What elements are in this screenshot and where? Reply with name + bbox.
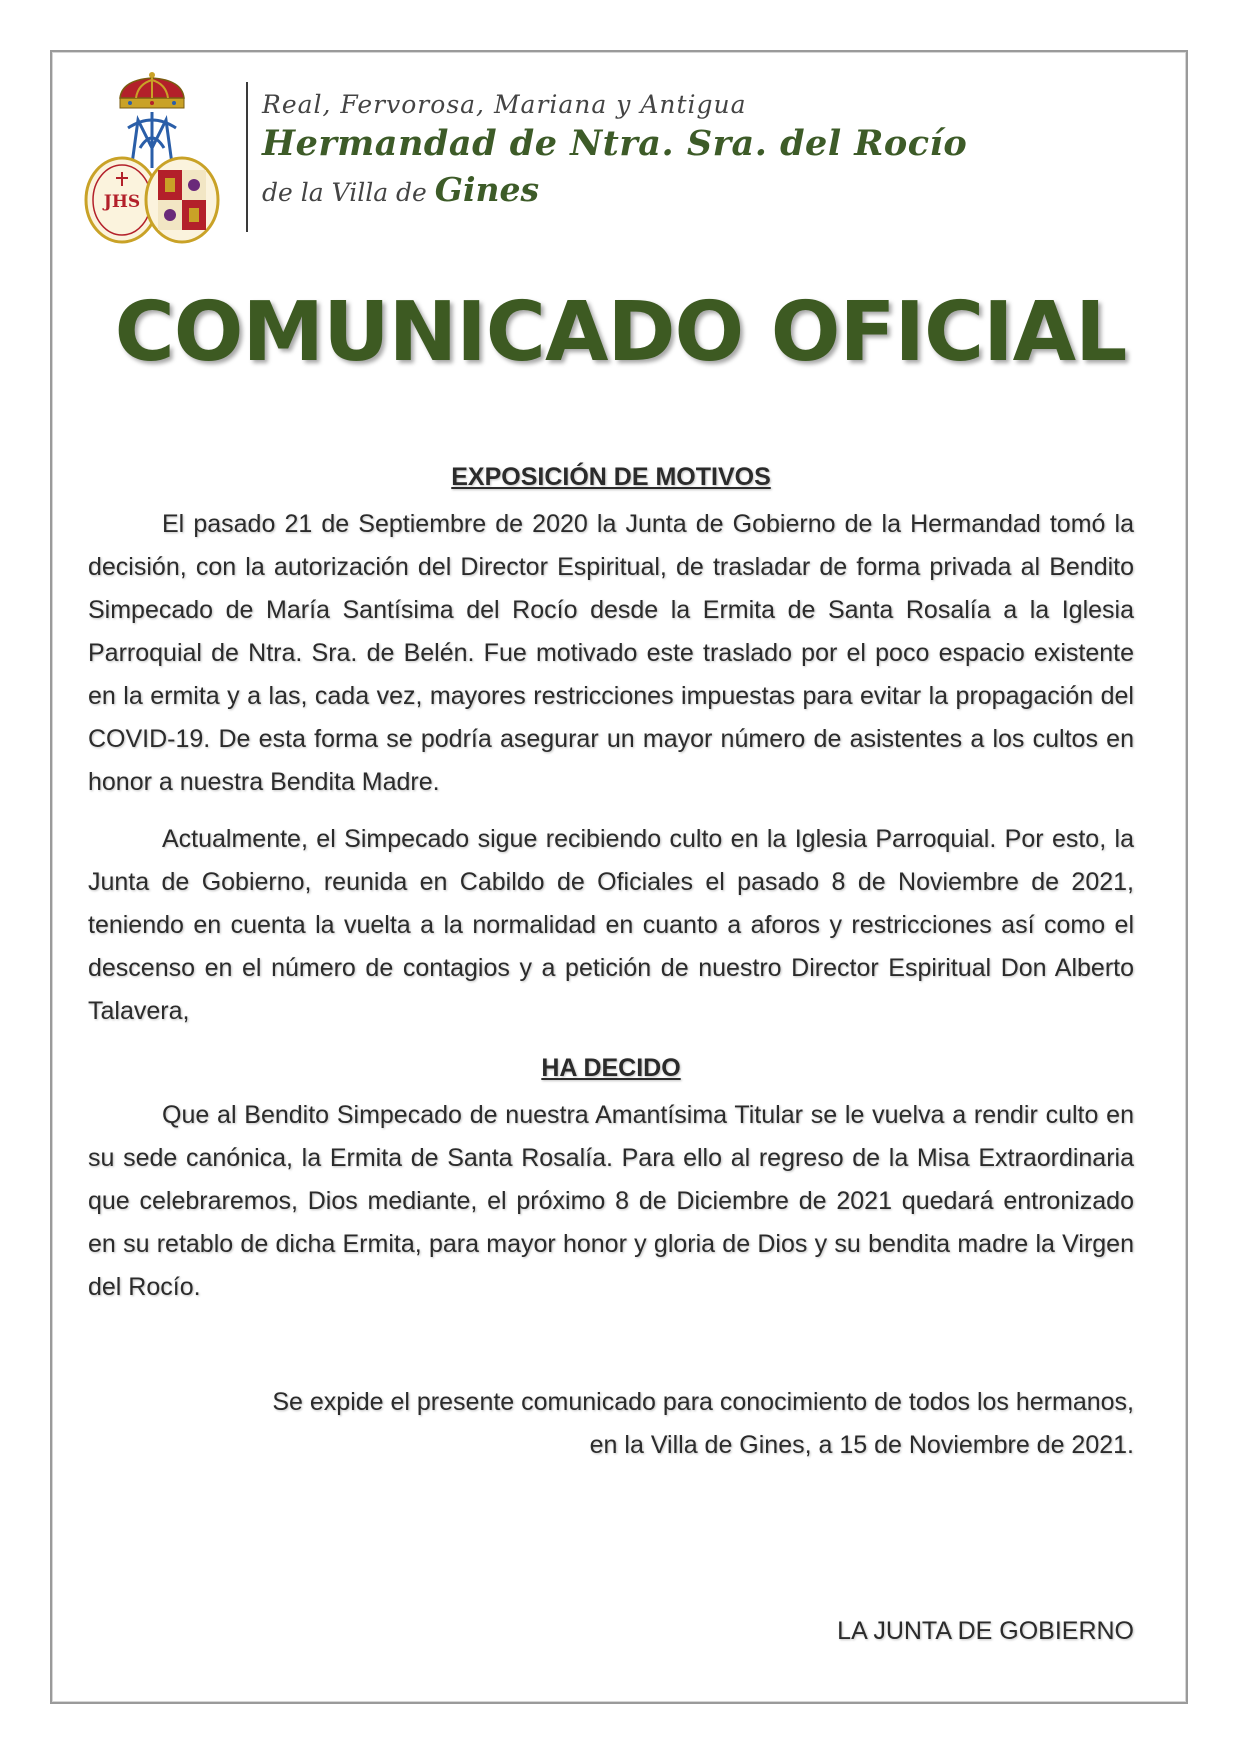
letterhead-line-2: Hermandad de Ntra. Sra. del Rocío [262,123,968,164]
header-divider [246,82,248,232]
document-body [88,456,1134,1467]
closing-line-2: en la Villa de Gines, a 15 de Noviembre de 2021. [589,1431,1134,1459]
svg-text:JHS: JHS [103,192,141,212]
hermandad-crest-logo [82,72,222,247]
letterhead-line-3 [262,170,967,209]
letterhead-town: Gines [434,170,540,209]
section-heading-decision: HA DECIDO [541,1054,681,1082]
paragraph-decision: Que al Bendito Simpecado de nuestra Amantísima Titular se le vuelva a rendir culto en su sede canónica, la Ermita de Santa Rosalía. Para ello al regreso de la Misa Extraordinaria que celebraremos, Dios mediante, el próximo 8 de Diciembre de 2021 quedará entronizado en su retablo de dicha Ermita, para mayor honor y gloria de Dios y su bendita madre la Virgen del Rocío. [88,1101,1134,1301]
hermandad-letterhead [262,90,967,209]
paragraph-motivos-2: Actualmente, el Simpecado sigue recibiendo culto en la Iglesia Parroquial. Por esto, la Junta de Gobierno, reunida en Cabildo de Oficiales el pasado 8 de Noviembre de 2021, teniendo en cuenta la vuelta a la normalidad en cuanto a aforos y restricciones así como el descenso en el número de contagios y a petición de nuestro Director Espiritual Don Alberto Talavera, [88,825,1134,1025]
signature: LA JUNTA DE GOBIERNO [837,1617,1134,1645]
closing-statement [88,1381,1134,1467]
closing-line-1: Se expide el presente comunicado para conocimiento de todos los hermanos, [272,1388,1134,1416]
paragraph-motivos-1: El pasado 21 de Septiembre de 2020 la Junta de Gobierno de la Hermandad tomó la decisión, con la autorización del Director Espiritual, de trasladar de forma privada al Bendito Simpecado de María Santísima del Rocío desde la Ermita de Santa Rosalía a la Iglesia Parroquial de Ntra. Sra. de Belén. Fue motivado este traslado por el poco espacio existente en la ermita y a las, cada vez, mayores restricciones impuestas para evitar la propagación del COVID-19. De esta forma se podría asegurar un mayor número de asistentes a los cultos en honor a nuestra Bendita Madre. [88,510,1134,796]
letterhead-line-1: Real, Fervorosa, Mariana y Antigua [262,90,747,119]
letterhead-prefix: de la Villa de [262,178,435,207]
crown-icon [120,72,184,108]
page-title: COMUNICADO OFICIAL [114,285,1127,380]
castle-lion-shield-icon [146,158,218,242]
section-heading-motivos: EXPOSICIÓN DE MOTIVOS [451,463,771,491]
